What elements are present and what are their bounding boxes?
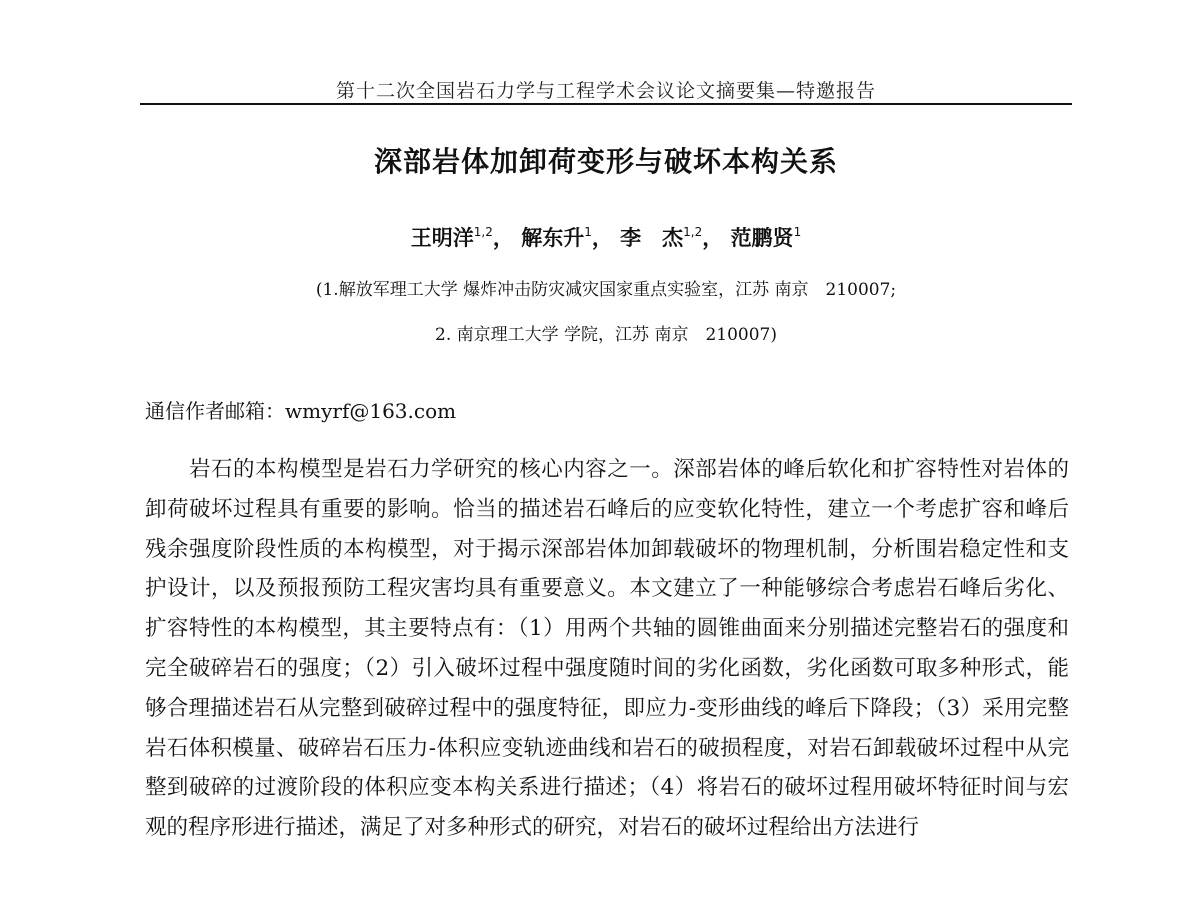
author-separator: ， bbox=[492, 226, 514, 250]
running-header: 第十二次全国岩石力学与工程学术会议论文摘要集—特邀报告 bbox=[335, 80, 876, 102]
affiliation-1: (1.解放军理工大学 爆炸冲击防灾减灾国家重点实验室，江苏 南京 210007; bbox=[315, 280, 897, 300]
paper-title: 深部岩体加卸荷变形与破坏本构关系 bbox=[373, 145, 838, 178]
abstract-paragraph: 岩石的本构模型是岩石力学研究的核心内容之一。深部岩体的峰后软化和扩容特性对岩体的卸荷破坏过程具有重要的影响。恰当的描述岩石峰后的应变软化特性，建立一个考虑扩容和峰后残余强度阶段性质的本构模型，对于揭示深部岩体加卸载破坏的物理机制，分析围岩稳定性和支护设计，以及预报预防工程灾害均具有重要意义。本文建立了一种能够综合考虑岩石峰后劣化、扩容特性的本构模型，其主要特点有：（1）用两个共轴的圆锥曲面来分别描述完整岩石的强度和完全破碎岩石的强度；（2）引入破坏过程中强度随时间的劣化函数，劣化函数可取多种形式，能够合理描述岩石从完整到破碎过程中的强度特征，即应力-变形曲线的峰后下降段；（3）采用完整岩石体积模量、破碎岩石压力-体积应变轨迹曲线和岩石的破损程度，对岩石卸载破坏过程中从完整到破碎的过渡阶段的体积应变本构关系进行描述；（4）将岩石的破坏过程用破坏特征时间与宏观的程序形进行描述，满足了对多种形式的研究，对岩石的破坏过程给出方法进行 bbox=[145, 457, 1069, 841]
author-name: 王明洋 bbox=[410, 226, 474, 250]
header-rule bbox=[140, 103, 1072, 105]
author-affil-mark: 1,2 bbox=[683, 225, 703, 239]
author-affil-mark: 1,2 bbox=[473, 225, 493, 239]
author-name: 解东升 bbox=[521, 226, 585, 250]
affiliation-2: 2. 南京理工大学 学院，江苏 南京 210007) bbox=[435, 325, 777, 345]
author-affil-mark: 1 bbox=[584, 225, 592, 239]
author-affil-mark: 1 bbox=[793, 225, 802, 239]
corresponding-email: 通信作者邮箱：wmyrf@163.com bbox=[145, 399, 457, 423]
author-separator: ， bbox=[591, 226, 613, 250]
author-list bbox=[140, 222, 1072, 252]
author-name: 李 杰 bbox=[620, 226, 684, 250]
author-name: 范鹏贤 bbox=[730, 226, 794, 250]
author-separator: ， bbox=[702, 226, 724, 250]
